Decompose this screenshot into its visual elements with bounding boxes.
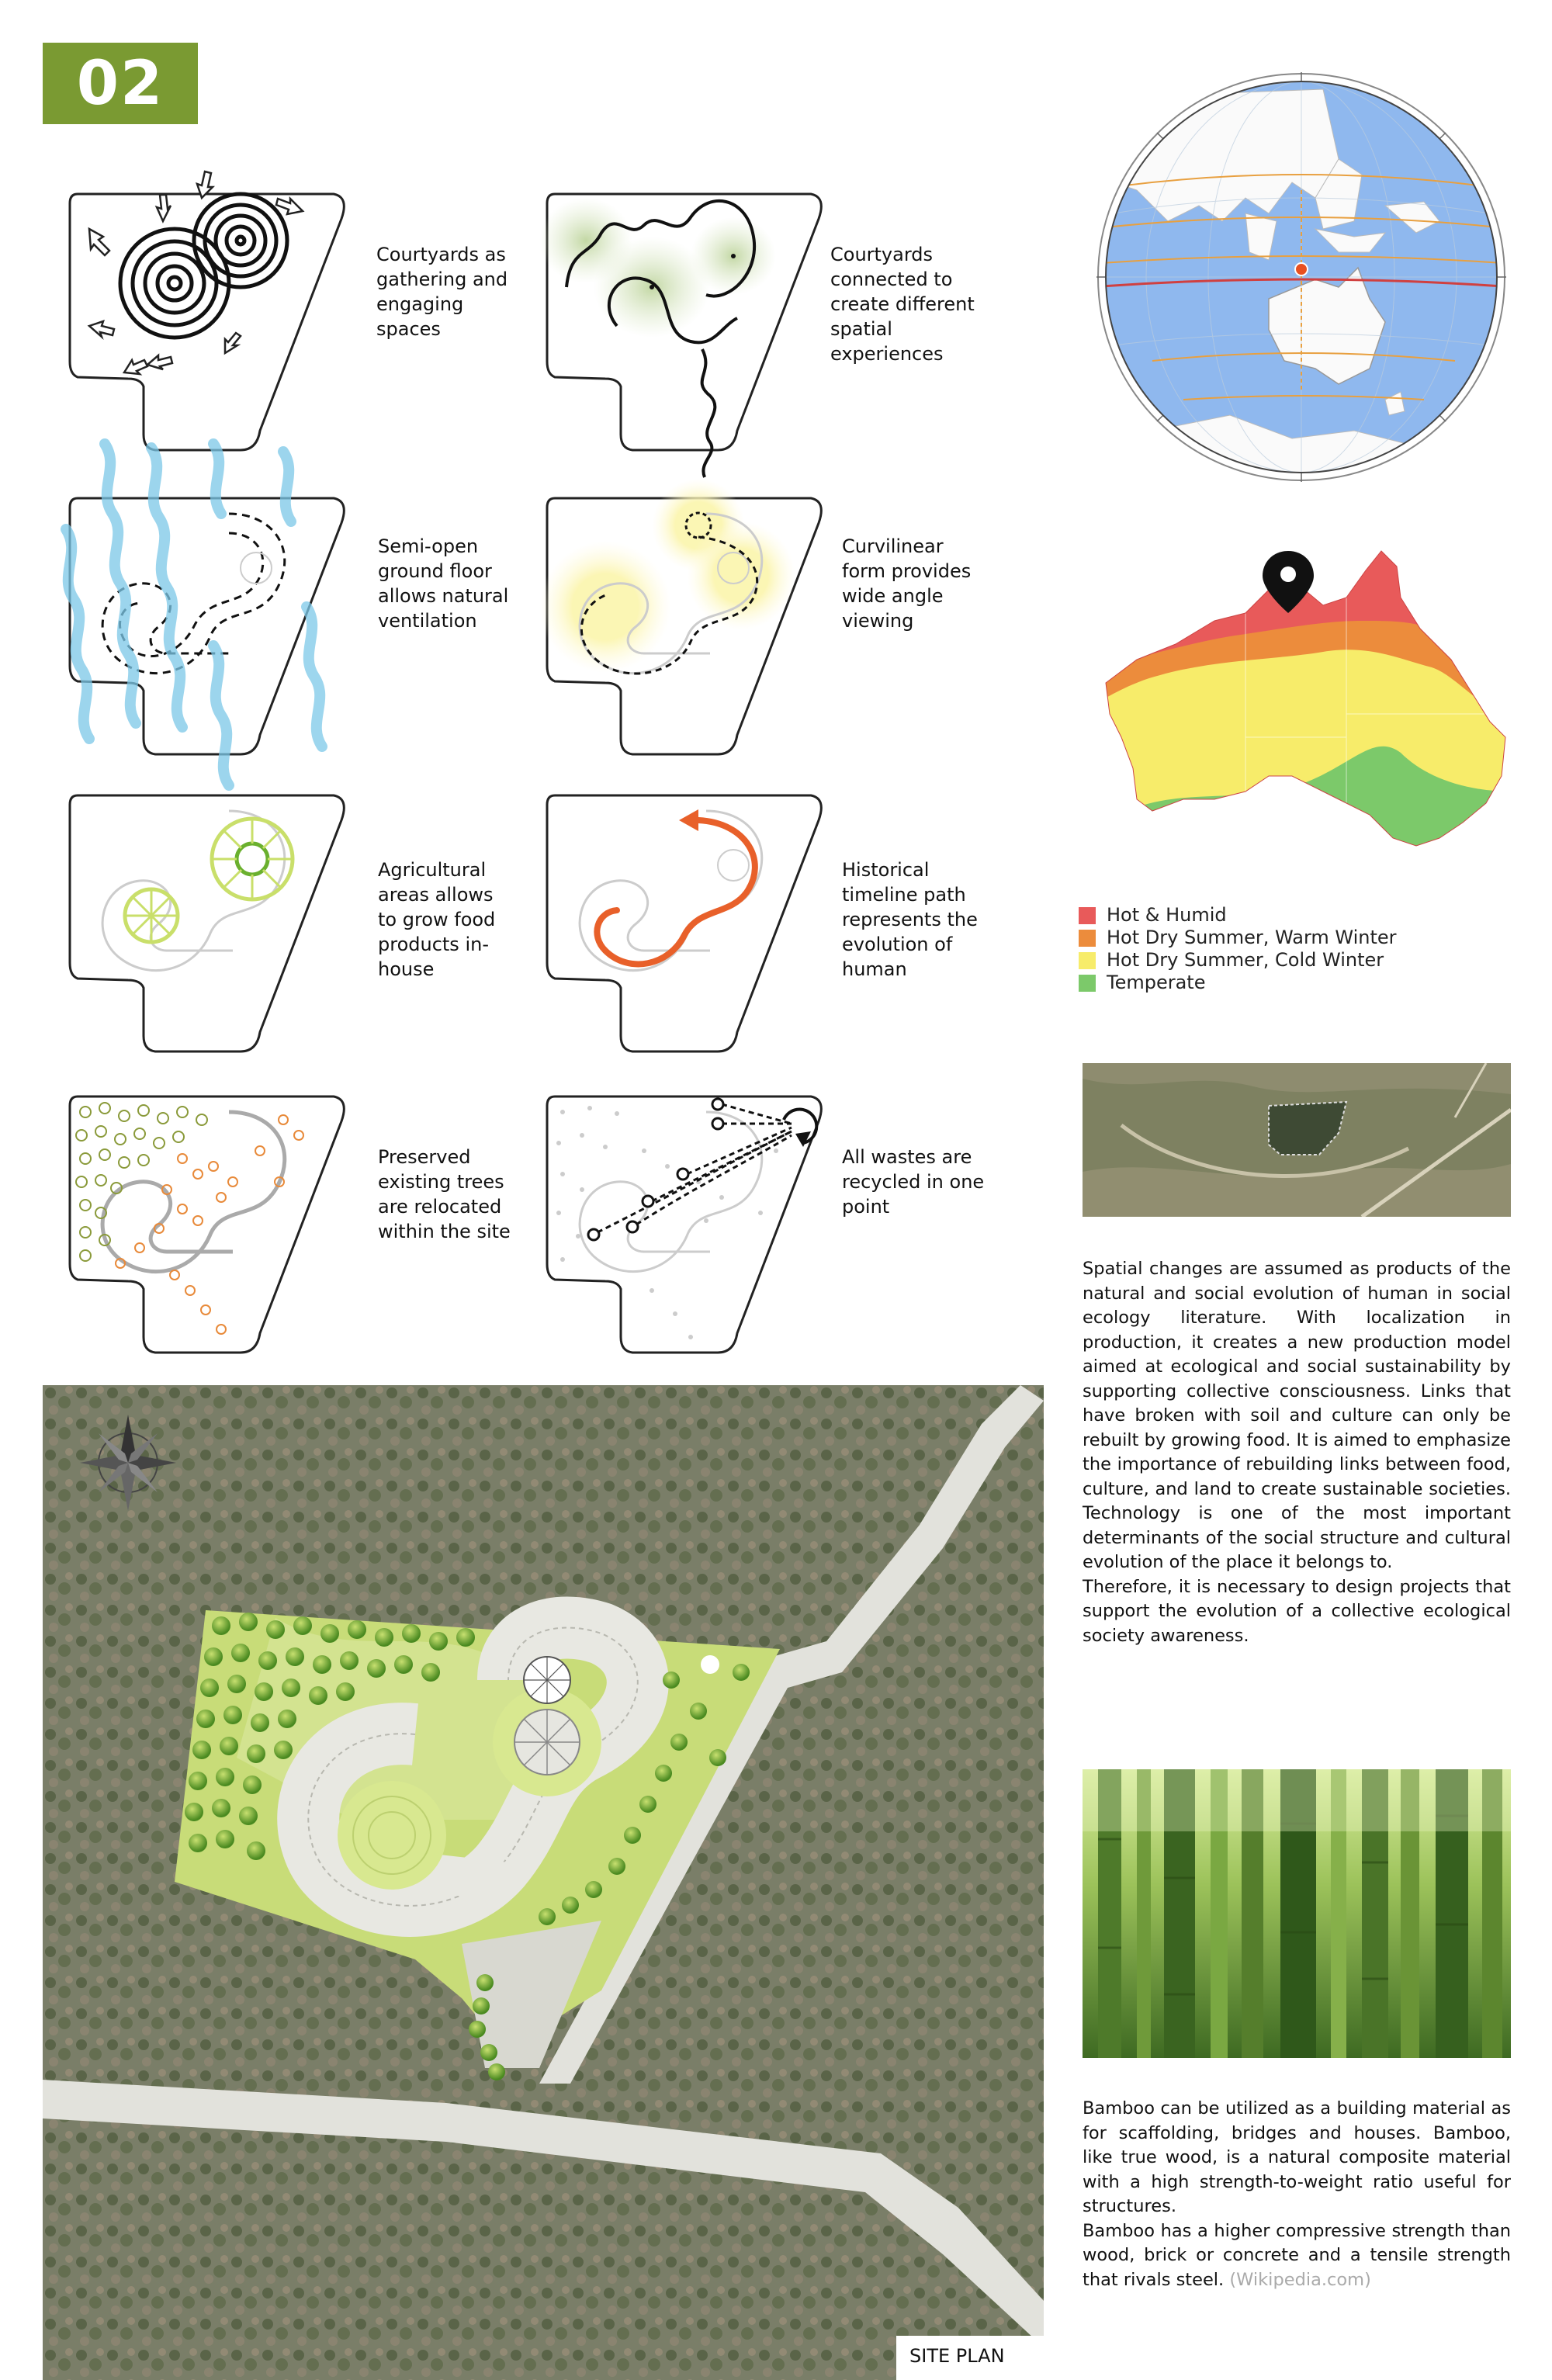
legend-item: Temperate [1079, 972, 1397, 994]
bamboo-photo [1083, 1769, 1511, 2058]
caption-historical-timeline: Historical timeline path represents the evolution of human [842, 859, 978, 980]
legend-item: Hot & Humid [1079, 904, 1397, 927]
caption-waste-recycling: All wastes are recycled in one point [842, 1146, 985, 1218]
diagram-courtyards-connected [539, 194, 821, 477]
legend-swatch [1079, 907, 1096, 924]
text-social-ecology: Spatial changes are assumed as products of the natural and social evolution of human in social ecology literature. With localization in production, it creates a new production model aimed at ecological and social sustainability by supporting collective consciousness. Links that have broken with soil and culture can only be rebuilt by growing food. It is aimed to emphasize the importance of rebuilding links between food, culture, and land to create sustainable societies. Technology is one of the most important determinants of the social structure and cultural evolution of the place it belongs to. Therefore, it is necessary to design projects that support the evolution of a collective ecological society awareness. [1083, 1259, 1511, 1646]
diagram-agricultural-areas [70, 795, 344, 1051]
legend-item: Hot Dry Summer, Warm Winter [1079, 927, 1397, 949]
diagram-wide-angle-viewing [539, 479, 821, 754]
climate-legend [1079, 904, 1397, 994]
text-bamboo: Bamboo can be utilized as a building material as for scaffolding, bridges and houses. Bamboo, like true wood, is a natural composite material with a high strength-to-weight ratio useful for structures. Bamboo has a higher compressive strength than wood, brick or concrete and a tensile strength that rivals steel. (Wikipedia.com) [1083, 2098, 1511, 2290]
site-plan [43, 1385, 1044, 2380]
australia-climate-map [1090, 543, 1513, 861]
site-plan-label: SITE PLAN [909, 2345, 1005, 2367]
diagram-historical-timeline [547, 795, 821, 1051]
legend-swatch [1079, 930, 1096, 947]
diagram-courtyards-gathering [70, 171, 344, 450]
caption-natural-ventilation: Semi-open ground floor allows natural ventilation [378, 535, 509, 632]
caption-courtyards-connected: Courtyards connected to create different spatial experiences [830, 244, 975, 365]
legend-swatch [1079, 952, 1096, 969]
caption-preserved-trees: Preserved existing trees are relocated within the site [378, 1146, 511, 1242]
legend-swatch [1079, 975, 1096, 992]
page-number-badge: 02 [43, 43, 198, 124]
diagram-natural-ventilation [66, 444, 344, 785]
caption-agricultural-areas: Agricultural areas allows to grow food products in-house [378, 859, 496, 980]
diagram-waste-recycling [547, 1096, 821, 1353]
aerial-site-photo [1083, 1063, 1511, 1217]
caption-wide-angle-viewing: Curvilinear form provides wide angle viewing [842, 535, 972, 632]
sun-path-globe [1090, 66, 1513, 489]
legend-item: Hot Dry Summer, Cold Winter [1079, 949, 1397, 972]
diagram-preserved-trees [70, 1096, 344, 1353]
citation: (Wikipedia.com) [1229, 2269, 1371, 2290]
caption-courtyards-gathering: Courtyards as gathering and engaging spaces [376, 244, 508, 340]
